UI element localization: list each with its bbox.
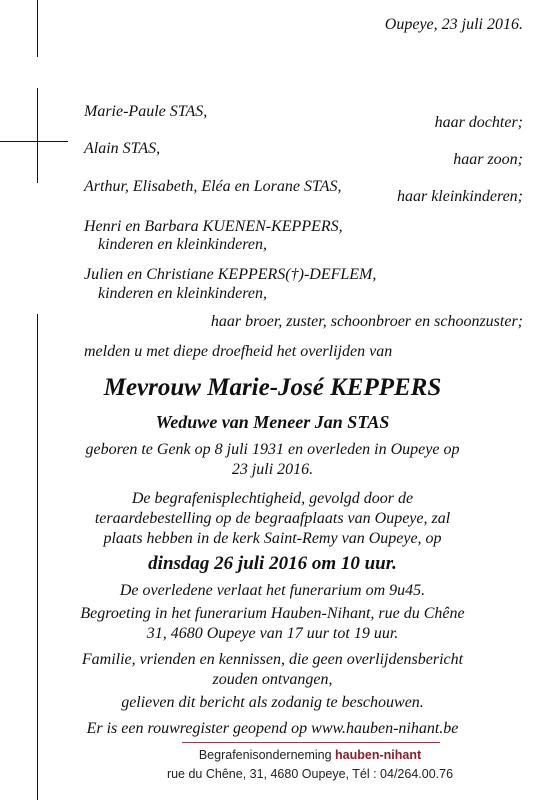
greeting-line-1: Begroeting in het funerarium Hauben-Nihant, rue du Chêne: [80, 605, 465, 622]
funeral-company: [0, 748, 545, 762]
birth-death-line-2: 23 juli 2016.: [231, 461, 314, 478]
deceased-name: Mevrouw Marie-José KEPPERS: [103, 374, 442, 401]
frame-top-line: [37, 0, 38, 57]
family-note-line-2: zouden ontvangen,: [212, 671, 333, 688]
family-note-line-1: Familie, vrienden en kennissen, die geen overlijdensbericht: [81, 651, 464, 668]
mourner-relation: haar kleinkinderen;: [396, 188, 523, 205]
mourner-name: Alain STAS,: [84, 140, 161, 157]
place-date: Oupeye, 23 juli 2016.: [384, 16, 523, 33]
mourner-name: Marie-Paule STAS,: [84, 103, 208, 120]
announcement: melden u met diepe droefheid het overlijden van: [84, 343, 393, 360]
widow-of: Weduwe van Meneer Jan STAS: [155, 412, 390, 432]
company-address: rue du Chêne, 31, 4680 Oupeye, Tél : 04/264.00.76: [166, 767, 454, 781]
company-prefix: Begrafenisonderneming: [198, 748, 336, 762]
footer-separator: [182, 742, 440, 743]
sibling-name: Henri en Barbara KUENEN-KEPPERS,: [84, 218, 343, 235]
siblings-relation: haar broer, zuster, schoonbroer en schoonzuster;: [210, 313, 523, 330]
cross-horizontal-line: [0, 141, 68, 142]
greeting-line-2: 31, 4680 Oupeye van 17 uur tot 19 uur.: [146, 625, 399, 642]
funeral-text-line-1: De begrafenisplechtigheid, gevolgd door de: [131, 490, 414, 507]
mourner-name: Arthur, Elisabeth, Eléa en Lorane STAS,: [84, 178, 342, 195]
company-brand: hauben-nihant: [335, 748, 422, 762]
funeral-text-line-2: teraardebestelling op de begraafplaats van Oupeye, zal: [94, 510, 451, 527]
family-request: gelieven dit bericht als zodanig te beschouwen.: [121, 694, 424, 711]
sibling-name: Julien en Christiane KEPPERS(†)-DEFLEM,: [84, 266, 377, 283]
cross-vertical-line: [37, 88, 38, 183]
sibling-descendants: kinderen en kleinkinderen,: [98, 236, 267, 253]
condolence-register: Er is een rouwregister geopend op www.hauben-nihant.be: [86, 720, 459, 737]
mourner-relation: haar dochter;: [434, 114, 523, 131]
mourner-relation: haar zoon;: [453, 151, 523, 168]
birth-death-line-1: geboren te Genk op 8 juli 1931 en overleden in Oupeye op: [85, 441, 460, 458]
funeral-date: dinsdag 26 juli 2016 om 10 uur.: [148, 553, 397, 574]
funeral-text-line-3: plaats hebben in de kerk Saint-Remy van Oupeye, op: [103, 530, 442, 547]
sibling-descendants: kinderen en kleinkinderen,: [98, 285, 267, 302]
departure-time: De overledene verlaat het funerarium om 9u45.: [119, 582, 426, 599]
